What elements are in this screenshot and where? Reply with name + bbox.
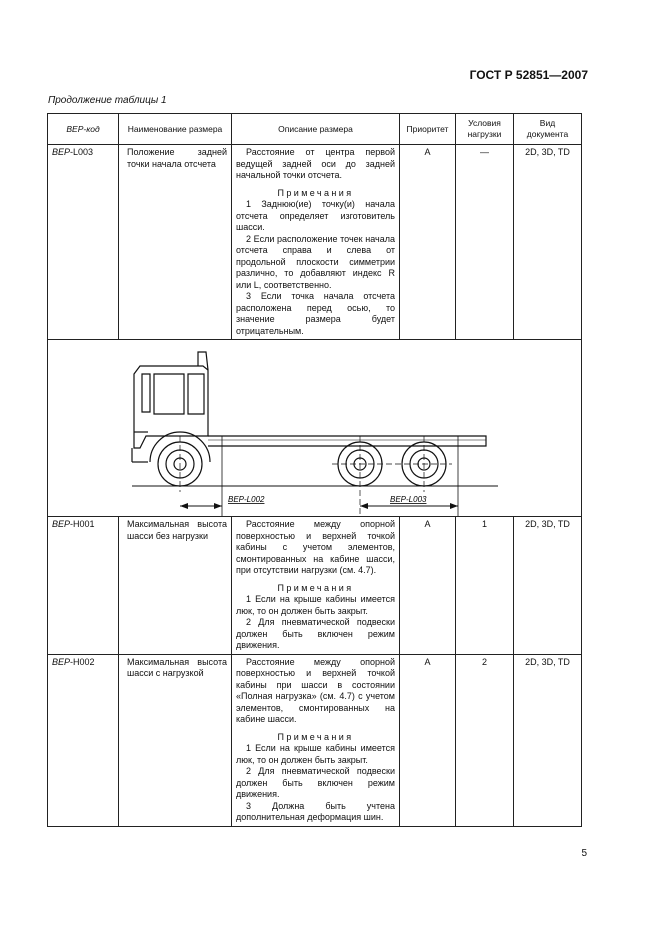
row-priority: A (400, 654, 456, 826)
row-name: Максимальная высота шасси без нагрузки (119, 517, 232, 655)
row-code: ВЕР-H001 (48, 517, 119, 655)
table-row (48, 654, 582, 826)
table-header-row (48, 114, 582, 145)
figure-cell (48, 340, 582, 517)
dimension-label-l003: BEP-L003 (390, 495, 427, 504)
dimensions-table (47, 113, 582, 827)
notes-title: Примечания (277, 731, 354, 742)
note-item: 1 Если на крыше кабины имеется люк, то он должен быть закрыт. (236, 743, 395, 765)
header-description: Описание размера (232, 114, 400, 145)
row-doc: 2D, 3D, TD (514, 517, 582, 655)
truck-chassis-drawing (48, 340, 580, 516)
notes-title: Примечания (277, 187, 354, 198)
cab-roof-deflector (198, 352, 208, 370)
header-load: Условия нагрузки (456, 114, 514, 145)
dimension-label-l002: BEP-L002 (228, 495, 265, 504)
note-item: 2 Для пневматической подвески должен быть включен режим движения. (236, 766, 395, 799)
header-name: Наименование размера (119, 114, 232, 145)
row-load: — (456, 145, 514, 340)
note-item: 2 Если расположение точек начала отсчета справа и слева от продольной плоскости симметрии различно, то добавляют индекс R или L, соответственно. (236, 233, 395, 290)
standard-designation: ГОСТ Р 52851—2007 (469, 68, 588, 82)
page-number: 5 (581, 848, 587, 859)
row-doc: 2D, 3D, TD (514, 145, 582, 340)
table-row (48, 517, 582, 655)
description-text: Расстояние от центра первой ведущей задней оси до задней начальной точки отсчета. (236, 147, 395, 180)
row-description (232, 654, 400, 826)
figure-row (48, 340, 582, 517)
table-continuation-caption: Продолжение таблицы 1 (48, 95, 167, 106)
header-priority: Приоритет (400, 114, 456, 145)
row-load: 1 (456, 517, 514, 655)
row-description (232, 517, 400, 655)
row-code: ВЕР-H002 (48, 654, 119, 826)
row-code: ВЕР-L003 (48, 145, 119, 340)
row-priority: A (400, 517, 456, 655)
note-item: 2 Для пневматической подвески должен быть включен режим движения. (236, 617, 395, 650)
row-name: Положение задней точки начала отсчета (119, 145, 232, 340)
table-row (48, 145, 582, 340)
cab-rear-window (188, 374, 204, 414)
notes-title: Примечания (277, 582, 354, 593)
description-text: Расстояние между опорной поверхностью и верхней точкой кабины с учетом элементов, смонтированных на кабине шасси, при отсутствии нагрузки (см. 4.7). (236, 519, 395, 575)
note-item: 1 Заднюю(ие) точку(и) начала отсчета определяет изготовитель шасси. (236, 199, 395, 232)
row-load: 2 (456, 654, 514, 826)
row-description (232, 145, 400, 340)
header-code: ВЕР-код (48, 114, 119, 145)
cab-door-window (154, 374, 184, 414)
cab-windshield (142, 374, 150, 412)
row-doc: 2D, 3D, TD (514, 654, 582, 826)
note-item: 3 Должна быть учтена дополнительная деформация шин. (236, 800, 395, 822)
cab-outline (134, 366, 208, 448)
chassis-frame (208, 436, 486, 446)
note-item: 3 Если точка начала отсчета расположена перед осью, то значение размера будет отрицательным. (236, 291, 395, 336)
row-priority: A (400, 145, 456, 340)
header-doc: Вид документа (514, 114, 582, 145)
description-text: Расстояние между опорной поверхностью и верхней точкой кабины при шасси в состоянии «Полная нагрузка» (см. 4.7) с учетом элементов, смонтированных на кабине шасси. (236, 656, 395, 724)
row-name: Максимальная высота шасси с нагрузкой (119, 654, 232, 826)
note-item: 1 Если на крыше кабины имеется люк, то он должен быть закрыт. (236, 594, 395, 616)
